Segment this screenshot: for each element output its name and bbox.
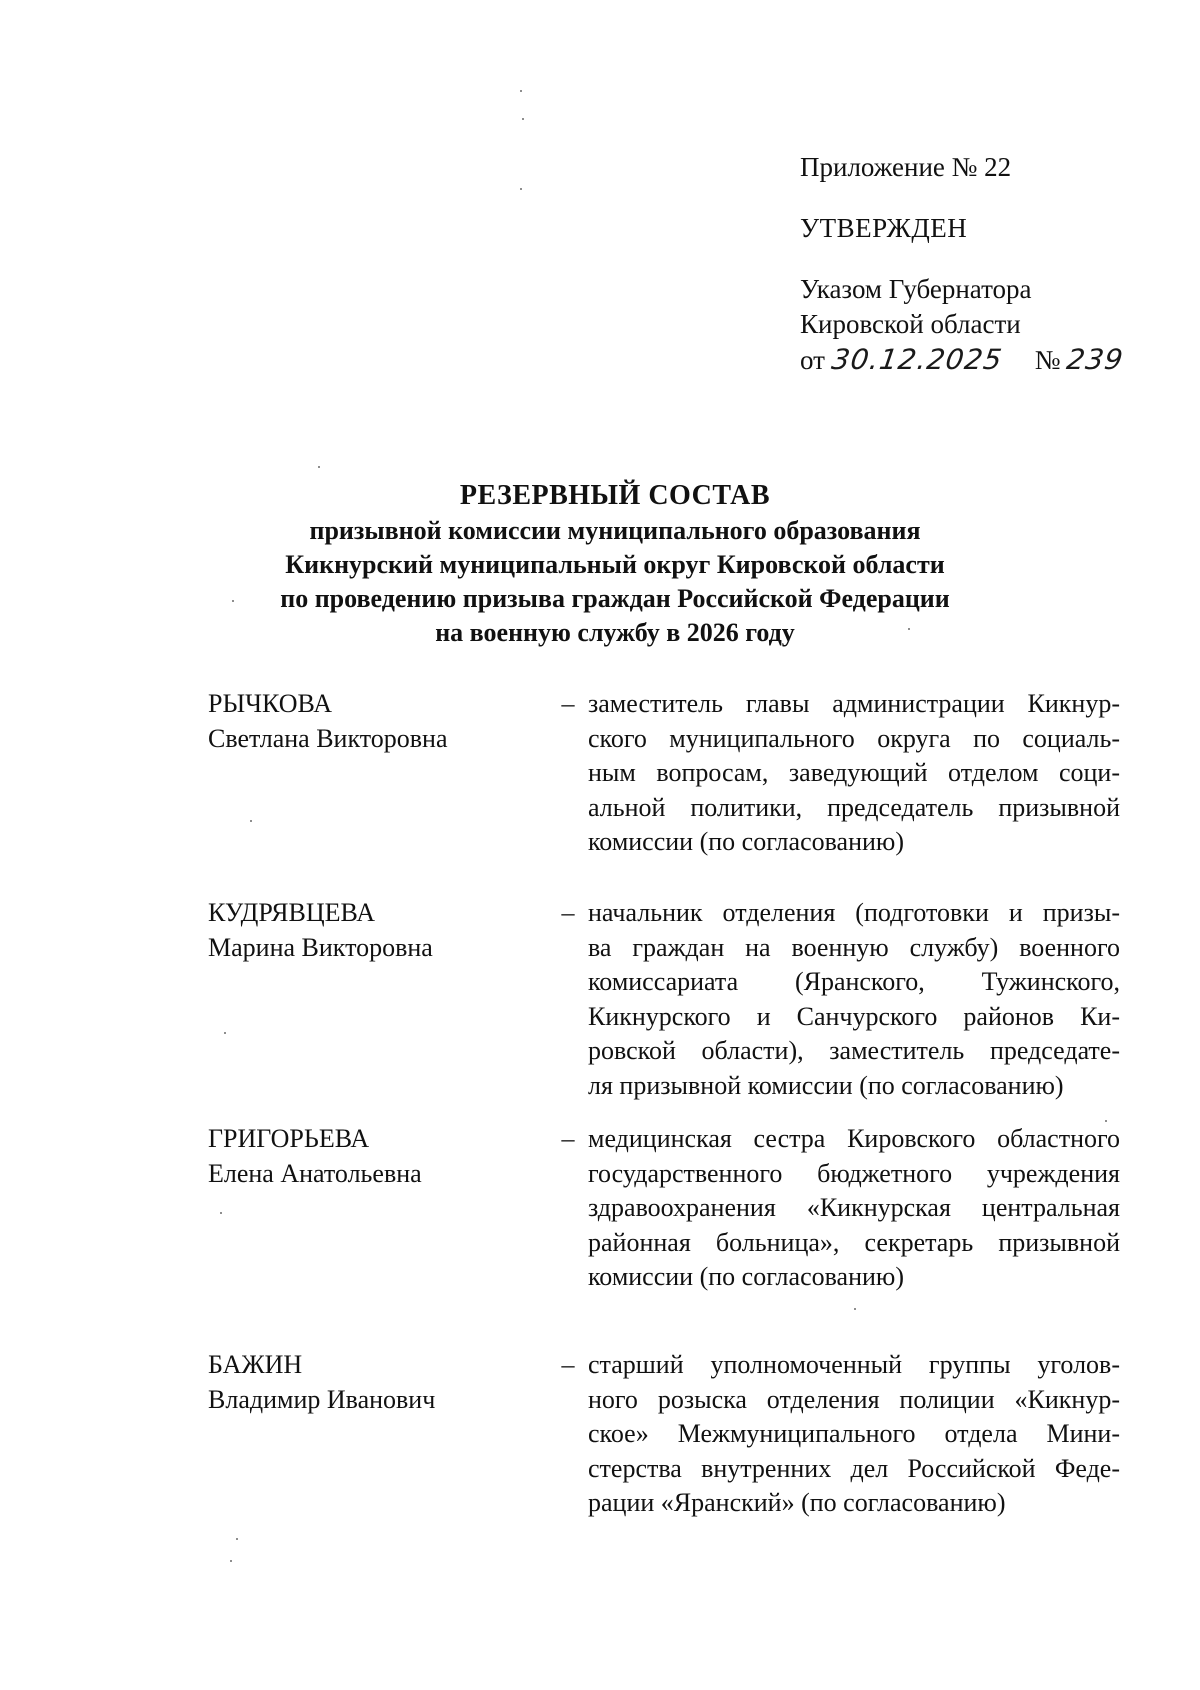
member-entry bbox=[208, 1122, 1120, 1348]
scan-speck bbox=[520, 188, 522, 190]
role-line: Кикнурского и Санчурского районов Ки- bbox=[588, 1001, 1120, 1031]
title-line: по проведению призыва граждан Российской Федерации bbox=[280, 584, 950, 613]
title-line: на военную службу в 2026 году bbox=[435, 618, 795, 647]
role-line: государственного бюджетного учреждения bbox=[588, 1158, 1120, 1188]
number-prefix: № bbox=[1034, 345, 1061, 375]
role-line: медицинская сестра Кировского областного bbox=[588, 1124, 1120, 1153]
role-line: стерства внутренних дел Российской Феде- bbox=[588, 1453, 1120, 1483]
role-line: альной политики, председатель призывной bbox=[588, 792, 1120, 822]
role-line: комиссии (по согласованию) bbox=[588, 827, 904, 856]
role-line: старший уполномоченный группы уголов- bbox=[588, 1350, 1120, 1379]
role-line: рации «Яранский» (по согласованию) bbox=[588, 1488, 1006, 1517]
member-name bbox=[208, 896, 538, 965]
title-line: призывной комиссии муниципального образования bbox=[309, 516, 921, 545]
role-line: ского муниципального округа по социаль- bbox=[588, 723, 1120, 753]
member-role bbox=[588, 1122, 1120, 1295]
role-line: комиссии (по согласованию) bbox=[588, 1262, 904, 1291]
date-prefix: от bbox=[800, 345, 825, 375]
member-entry bbox=[208, 896, 1120, 1122]
role-line: ля призывной комиссии (по согласованию) bbox=[588, 1070, 1064, 1100]
decree-line-2: Кировской области bbox=[800, 309, 1021, 339]
role-line: ного розыска отделения полиции «Кикнур- bbox=[588, 1384, 1120, 1414]
member-role bbox=[588, 1348, 1120, 1521]
title-line: Кикнурский муниципальный округ Кировской области bbox=[285, 550, 945, 579]
member-name bbox=[208, 687, 538, 756]
approved-stamp-text: УТВЕРЖДЕН bbox=[800, 213, 968, 243]
members-list bbox=[208, 687, 1120, 1557]
member-name bbox=[208, 1348, 538, 1417]
role-line: здравоохранения «Кикнурская центральная bbox=[588, 1193, 1120, 1222]
decree-date-number bbox=[800, 342, 1180, 378]
member-surname: РЫЧКОВА bbox=[208, 689, 332, 718]
member-given-names: Владимир Иванович bbox=[208, 1384, 436, 1414]
title-main: РЕЗЕРВНЫЙ СОСТАВ bbox=[459, 480, 771, 511]
scan-speck bbox=[522, 118, 524, 120]
member-surname: ГРИГОРЬЕВА bbox=[208, 1124, 370, 1153]
role-line: районная больница», секретарь призывной bbox=[588, 1227, 1120, 1257]
member-role bbox=[588, 687, 1120, 860]
member-dash: – bbox=[561, 898, 575, 927]
member-dash: – bbox=[561, 689, 575, 718]
approval-block bbox=[800, 150, 1180, 378]
member-entry bbox=[208, 1348, 1120, 1557]
role-line: заместитель главы администрации Кикнур- bbox=[588, 689, 1120, 718]
role-line: ва граждан на военную службу) военного bbox=[588, 932, 1120, 962]
role-line: начальник отделения (подготовки и призы- bbox=[588, 898, 1120, 927]
member-entry bbox=[208, 687, 1120, 896]
scan-speck bbox=[520, 90, 522, 92]
member-dash: – bbox=[561, 1350, 575, 1379]
member-surname: КУДРЯВЦЕВА bbox=[208, 898, 375, 927]
member-surname: БАЖИН bbox=[208, 1350, 303, 1379]
scan-speck bbox=[318, 466, 320, 468]
document-title bbox=[150, 478, 1080, 650]
handwritten-date: 30.12.2025 bbox=[829, 343, 1005, 376]
member-name bbox=[208, 1122, 538, 1191]
appendix-number: Приложение № 22 bbox=[800, 152, 1012, 182]
member-given-names: Светлана Викторовна bbox=[208, 723, 448, 753]
member-dash: – bbox=[561, 1124, 575, 1153]
decree-line-1: Указом Губернатора bbox=[800, 274, 1032, 304]
member-given-names: Елена Анатольевна bbox=[208, 1158, 422, 1188]
role-line: ным вопросам, заведующий отделом соци- bbox=[588, 758, 1120, 787]
handwritten-number: 239 bbox=[1064, 343, 1127, 376]
member-given-names: Марина Викторовна bbox=[208, 932, 433, 962]
member-role bbox=[588, 896, 1120, 1103]
role-line: ровской области), заместитель председате- bbox=[588, 1036, 1120, 1065]
scan-speck bbox=[230, 1560, 232, 1562]
role-line: комиссариата (Яранского, Тужинского, bbox=[588, 967, 1120, 996]
role-line: ское» Межмуниципального отдела Мини- bbox=[588, 1419, 1120, 1448]
